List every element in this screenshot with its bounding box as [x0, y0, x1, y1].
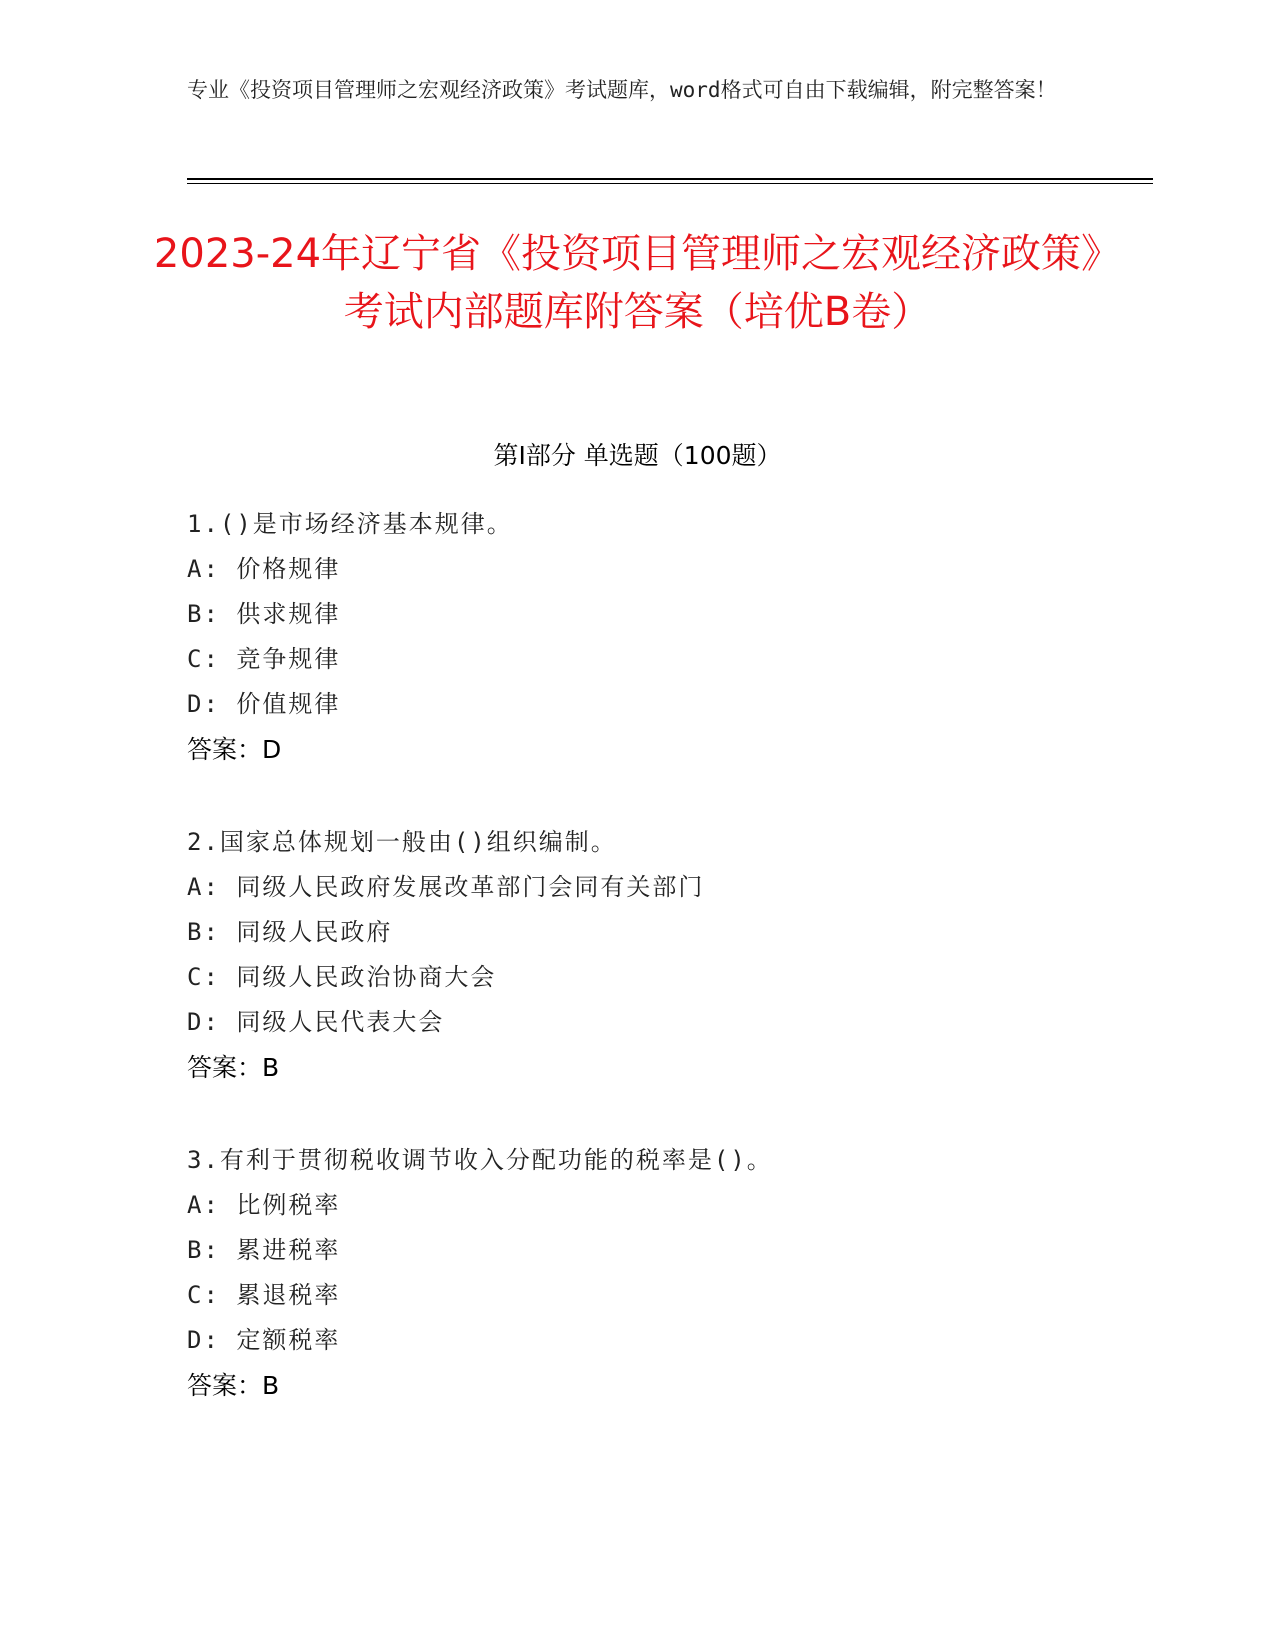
- question-3: [187, 1138, 1147, 1408]
- option-c: C: 竞争规律: [187, 645, 341, 673]
- option-c: C: 累退税率: [187, 1281, 341, 1309]
- question-2: [187, 820, 1147, 1090]
- answer-line: 答案：B: [187, 1053, 280, 1082]
- option-d: D: 定额税率: [187, 1326, 341, 1354]
- option-a: A: 价格规律: [187, 555, 341, 583]
- option-b: B: 同级人民政府: [187, 918, 393, 946]
- document-title: 2023-24年辽宁省《投资项目管理师之宏观经济政策》考试内部题库附答案（培优B卷）: [153, 231, 1122, 335]
- option-d: D: 价值规律: [187, 690, 341, 718]
- answer-line: 答案：D: [187, 735, 282, 764]
- question-stem: 2.国家总体规划一般由()组织编制。: [187, 828, 617, 856]
- option-c: C: 同级人民政治协商大会: [187, 963, 497, 991]
- header-note: 专业《投资项目管理师之宏观经济政策》考试题库，word格式可自由下载编辑，附完整答案！: [187, 78, 1057, 102]
- option-a: A: 同级人民政府发展改革部门会同有关部门: [187, 873, 705, 901]
- option-a: A: 比例税率: [187, 1191, 341, 1219]
- question-stem: 3.有利于贯彻税收调节收入分配功能的税率是()。: [187, 1146, 773, 1174]
- option-b: B: 供求规律: [187, 600, 341, 628]
- answer-line: 答案：B: [187, 1371, 280, 1400]
- header-rule-thick: [187, 178, 1153, 180]
- header-rule-thin: [187, 183, 1153, 184]
- option-d: D: 同级人民代表大会: [187, 1008, 445, 1036]
- section-heading: 第Ⅰ部分 单选题（100题）: [493, 441, 782, 470]
- question-1: [187, 502, 1147, 772]
- question-stem: 1.()是市场经济基本规律。: [187, 510, 513, 538]
- option-b: B: 累进税率: [187, 1236, 341, 1264]
